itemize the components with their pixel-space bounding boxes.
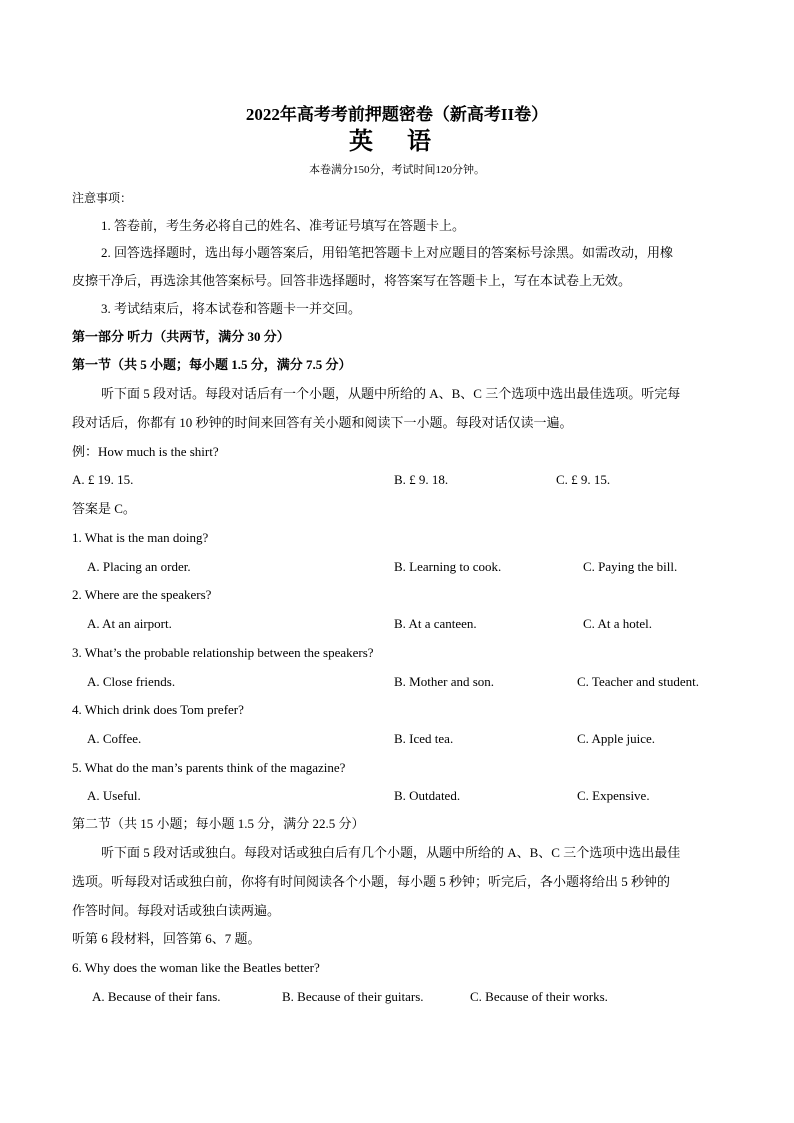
material-6-label: 听第 6 段材料，回答第 6、7 题。 [72,931,261,946]
option-c: C. At a hotel. [583,616,652,631]
option-a: A. Coffee. [87,731,142,746]
question-text: 4. Which drink does Tom prefer? [72,702,244,717]
example-option-a: A. £ 19. 15. [72,472,134,487]
option-a: A. Placing an order. [87,559,191,574]
instructions-heading: 注意事项： [72,191,133,205]
option-c: C. Apple juice. [577,731,655,746]
option-c: C. Expensive. [577,788,650,803]
question-6-option-c: C. Because of their works. [470,989,608,1004]
option-b: B. Mother and son. [394,674,495,689]
instruction-3: 3. 考试结束后，将本试卷和答题卡一并交回。 [101,301,362,316]
option-a: A. At an airport. [87,616,172,631]
section2-intro-line3: 作答时间。每段对话或独白读两遍。 [72,903,281,918]
option-b: B. Outdated. [394,788,461,803]
part1-heading: 第一部分 听力（共两节，满分 30 分） [72,329,290,344]
example-option-b: B. £ 9. 18. [394,472,449,487]
subject-title: 英 语 [349,129,445,155]
instruction-1: 1. 答卷前，考生务必将自己的姓名、准考证号填写在答题卡上。 [101,218,466,233]
option-a: A. Useful. [87,788,141,803]
option-a: A. Close friends. [87,674,176,689]
question-6-option-a: A. Because of their fans. [92,989,221,1004]
section2-heading: 第二节（共 15 小题；每小题 1.5 分，满分 22.5 分） [72,816,365,831]
section2-intro-line2: 选项。听每段对话或独白前，你将有时间阅读各个小题，每小题 5 秒钟；听完后，各小题将给出 5 秒钟的 [72,874,671,889]
option-c: C. Paying the bill. [583,559,678,574]
question-6-text: 6. Why does the woman like the Beatles better? [72,960,320,975]
question-text: 1. What is the man doing? [72,530,209,545]
section1-intro-line1: 听下面 5 段对话。每段对话后有一个小题，从题中所给的 A、B、C 三个选项中选出最佳选项。听完每 [101,386,681,401]
exam-title: 2022年高考考前押题密卷（新高考II卷） [245,105,549,124]
instruction-2-line1: 2. 回答选择题时，选出每小题答案后，用铅笔把答题卡上对应题目的答案标号涂黑。如需改动，用橡 [101,245,674,260]
question-text: 2. Where are the speakers? [72,587,212,602]
option-c: C. Teacher and student. [577,674,699,689]
exam-note: 本卷满分150分，考试时间120分钟。 [309,164,485,176]
option-b: B. At a canteen. [394,616,477,631]
example-question: 例：How much is the shirt? [72,444,219,459]
section1-intro-line2: 段对话后，你都有 10 秒钟的时间来回答有关小题和阅读下一小题。每段对话仅读一遍。 [72,415,573,430]
example-option-c: C. £ 9. 15. [556,472,611,487]
instruction-2-line2: 皮擦干净后，再选涂其他答案标号。回答非选择题时，将答案写在答题卡上，写在本试卷上无效。 [72,273,632,288]
option-b: B. Iced tea. [394,731,454,746]
example-answer: 答案是 C。 [72,501,136,516]
question-6-option-b: B. Because of their guitars. [282,989,424,1004]
question-text: 3. What’s the probable relationship between the speakers? [72,645,374,660]
section1-heading: 第一节（共 5 小题；每小题 1.5 分，满分 7.5 分） [72,357,352,372]
section2-intro-line1: 听下面 5 段对话或独白。每段对话或独白后有几个小题，从题中所给的 A、B、C 三个选项中选出最佳 [101,845,681,860]
option-b: B. Learning to cook. [394,559,502,574]
question-text: 5. What do the man’s parents think of the magazine? [72,760,346,775]
